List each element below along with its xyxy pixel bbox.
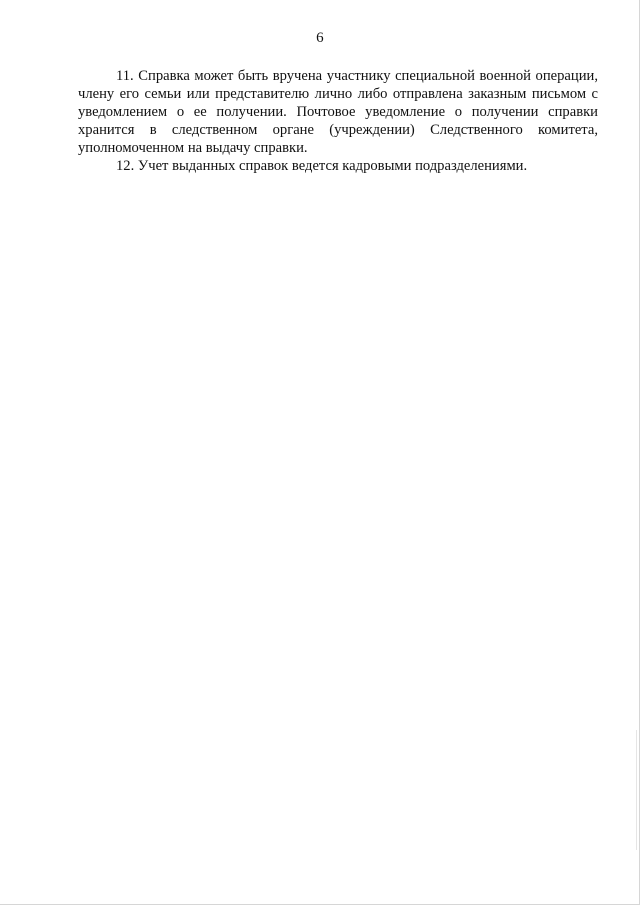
page-number: 6 — [316, 30, 324, 46]
document-body — [78, 67, 598, 175]
paragraph-11: 11. Справка может быть вручена участнику специальной военной операции, члену его семьи или представителю лично либо отправлена заказным письмом с уведомлением о ее получении. Почтовое уведомление о получении справки хранится в следственном органе (учреждении) Следственного комитета, уполномоченном на выдачу справки. — [78, 68, 598, 156]
scan-edge-artifact — [636, 730, 637, 850]
paragraph-12: 12. Учет выданных справок ведется кадровыми подразделениями. — [116, 158, 528, 174]
